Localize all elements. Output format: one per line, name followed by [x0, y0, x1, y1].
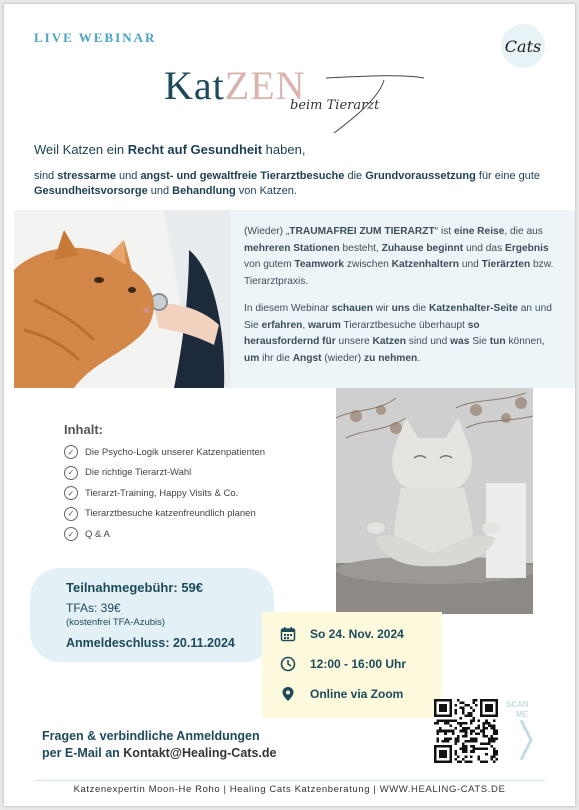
intro-headline [34, 142, 305, 157]
check-circle-icon: ✓ [64, 445, 78, 459]
logo-text: Cats [504, 36, 542, 56]
check-circle-icon: ✓ [64, 486, 78, 500]
description-segment: unsere [335, 336, 373, 347]
event-location: Online via Zoom [310, 687, 404, 701]
description-segment: schauen [331, 303, 373, 314]
description-segment: (Wieder) „ [244, 226, 290, 237]
description-segment: eine Reise [453, 226, 505, 237]
contents-item-label: Q & A [85, 528, 110, 540]
clock-icon [280, 656, 296, 672]
description-segment: , die aus [504, 226, 543, 237]
webinar-kicker: LIVE WEBINAR [34, 30, 157, 45]
intro-segment: Behandlung [172, 185, 236, 197]
cat-vet-illustration [14, 210, 230, 388]
intro-segment: sind [34, 170, 58, 182]
registration-deadline: Anmeldeschluss: 20.11.2024 [66, 636, 235, 650]
flyer-page [4, 4, 575, 806]
contact-email-link[interactable]: Kontakt@Healing-Cats.de [123, 746, 277, 760]
description-segment: können, [505, 336, 545, 347]
footer-divider [34, 780, 545, 781]
contents-list-item [64, 442, 265, 463]
statue-illustration [336, 388, 533, 614]
description-segment: die [409, 303, 430, 314]
contents-list-item [64, 483, 265, 504]
contents-item-label: Tierarzt-Training, Happy Visits & Co. [85, 487, 239, 499]
description-segment: besteht, [339, 242, 382, 254]
description-segment: zu nehmen [364, 352, 418, 364]
page-title [164, 62, 306, 109]
description-segment: so herausfordernd für [244, 319, 480, 347]
description-segment: Sie [469, 336, 490, 347]
description-segment: ihr die [259, 352, 293, 364]
description-segment: “ ist [434, 226, 454, 237]
description-segment: TRAUMAFREI ZUM TIERARZT [289, 226, 435, 237]
contact-prefix: per E-Mail an [42, 746, 124, 760]
description-segment: Tierarztbesuche überhaupt [340, 319, 468, 331]
event-time: 12:00 - 16:00 Uhr [310, 657, 407, 671]
intro-segment: und [147, 185, 173, 197]
intro-segment: die [344, 170, 366, 182]
title-part-kat: Kat [164, 63, 225, 108]
qr-code-graphic [434, 699, 498, 763]
contact-line-2 [42, 745, 276, 762]
healing-cats-logo [501, 24, 545, 68]
scan-arrow-icon [517, 720, 535, 760]
check-circle-icon: ✓ [64, 527, 78, 541]
scan-label-line-2: ME [516, 710, 528, 719]
page-subtitle: beim Tierarzt [290, 98, 380, 113]
intro-headline-a: Weil Katzen ein [34, 142, 128, 157]
description-segment: Katzenhaltern [391, 259, 459, 270]
title-part-zen: ZEN [224, 63, 306, 108]
contents-list [64, 442, 265, 545]
check-circle-icon: ✓ [64, 466, 78, 480]
contents-item-label: Die richtige Tierarzt-Wahl [85, 467, 192, 479]
contents-list-item [64, 463, 265, 484]
description-segment: sind und [405, 336, 451, 347]
description-segment: . [417, 352, 421, 364]
description-segment: was [450, 336, 470, 347]
description-segment: und [458, 259, 482, 270]
description-segment: wir [372, 303, 392, 314]
contents-list-item [64, 524, 265, 545]
event-time-row [280, 656, 406, 672]
intro-headline-b: Recht auf Gesundheit [127, 142, 263, 157]
description-segment: Tierärzten [481, 259, 531, 270]
intro-headline-c: haben, [262, 142, 306, 157]
description-segment: Katzen [372, 336, 406, 347]
scan-me-label [506, 700, 529, 720]
description-segment: mehreren Stationen [244, 242, 340, 254]
event-location-row [280, 686, 403, 702]
event-date: So 24. Nov. 2024 [310, 627, 404, 641]
description-segment: warum [308, 319, 341, 331]
intro-segment: von Katzen. [235, 185, 297, 197]
contents-list-item [64, 504, 265, 525]
contact-info [42, 728, 276, 762]
scan-label-line-1: SCAN [506, 700, 529, 709]
description-segment: zwischen [344, 259, 392, 270]
description-segment: Ergebnis [505, 242, 549, 254]
contents-item-label: Die Psycho-Logik unserer Katzenpatienten [85, 446, 266, 458]
description-segment: erfahren [261, 319, 303, 331]
fee-tfa-note: (kostenfrei TFA-Azubis) [66, 617, 166, 628]
footer-text: Katzenexpertin Moon-He Roho | Healing Cats Katzenberatung | WWW.HEALING-CATS.DE [73, 784, 506, 795]
contents-heading: Inhalt: [64, 422, 103, 437]
description-segment: von gutem [244, 259, 295, 270]
description-paragraph-2 [244, 301, 554, 367]
intro-segment: angst- und gewaltfreie Tierarztbesuche [140, 170, 345, 182]
fee-panel [30, 568, 274, 662]
description-segment: Angst [292, 352, 322, 364]
location-pin-icon [280, 686, 296, 702]
description-segment: Teamwork [294, 259, 345, 270]
description-segment: um [244, 352, 260, 364]
event-details-box [262, 612, 442, 718]
description-segment: , [302, 319, 308, 331]
description-segment: In diesem Webinar [244, 303, 332, 314]
fee-tfa: TFAs: 39€ [66, 601, 121, 615]
description-text [244, 224, 554, 367]
intro-segment: stressarme [57, 170, 116, 182]
description-segment: tun [489, 336, 506, 347]
description-segment: Zuhause beginnt [381, 242, 464, 254]
intro-segment: Gesundheitsvorsorge [34, 185, 148, 197]
calendar-icon [280, 626, 296, 642]
intro-segment: Grundvoraussetzung [365, 170, 476, 182]
intro-paragraph [34, 169, 564, 199]
description-segment: uns [391, 303, 410, 314]
description-segment: (wieder) [321, 352, 365, 364]
description-segment: Katzenhalter-Seite [429, 303, 518, 314]
contents-item-label: Tierarztbesuche katzenfreundlich planen [85, 508, 256, 520]
description-segment: an und Sie [244, 303, 552, 331]
qr-code[interactable] [434, 699, 498, 763]
cat-vet-photo [14, 210, 230, 388]
intro-segment: für eine gute [475, 170, 541, 182]
fee-main: Teilnahmegebühr: 59€ [66, 580, 204, 595]
description-paragraph-1 [244, 224, 554, 290]
meditating-cat-statue-photo [336, 388, 533, 614]
description-segment: und das [463, 242, 506, 254]
check-circle-icon: ✓ [64, 507, 78, 521]
intro-segment: und [115, 170, 141, 182]
event-date-row [280, 626, 404, 642]
description-segment: bzw. Tierarztpraxis. [244, 259, 554, 287]
contact-line-1: Fragen & verbindliche Anmeldungen [42, 729, 260, 743]
